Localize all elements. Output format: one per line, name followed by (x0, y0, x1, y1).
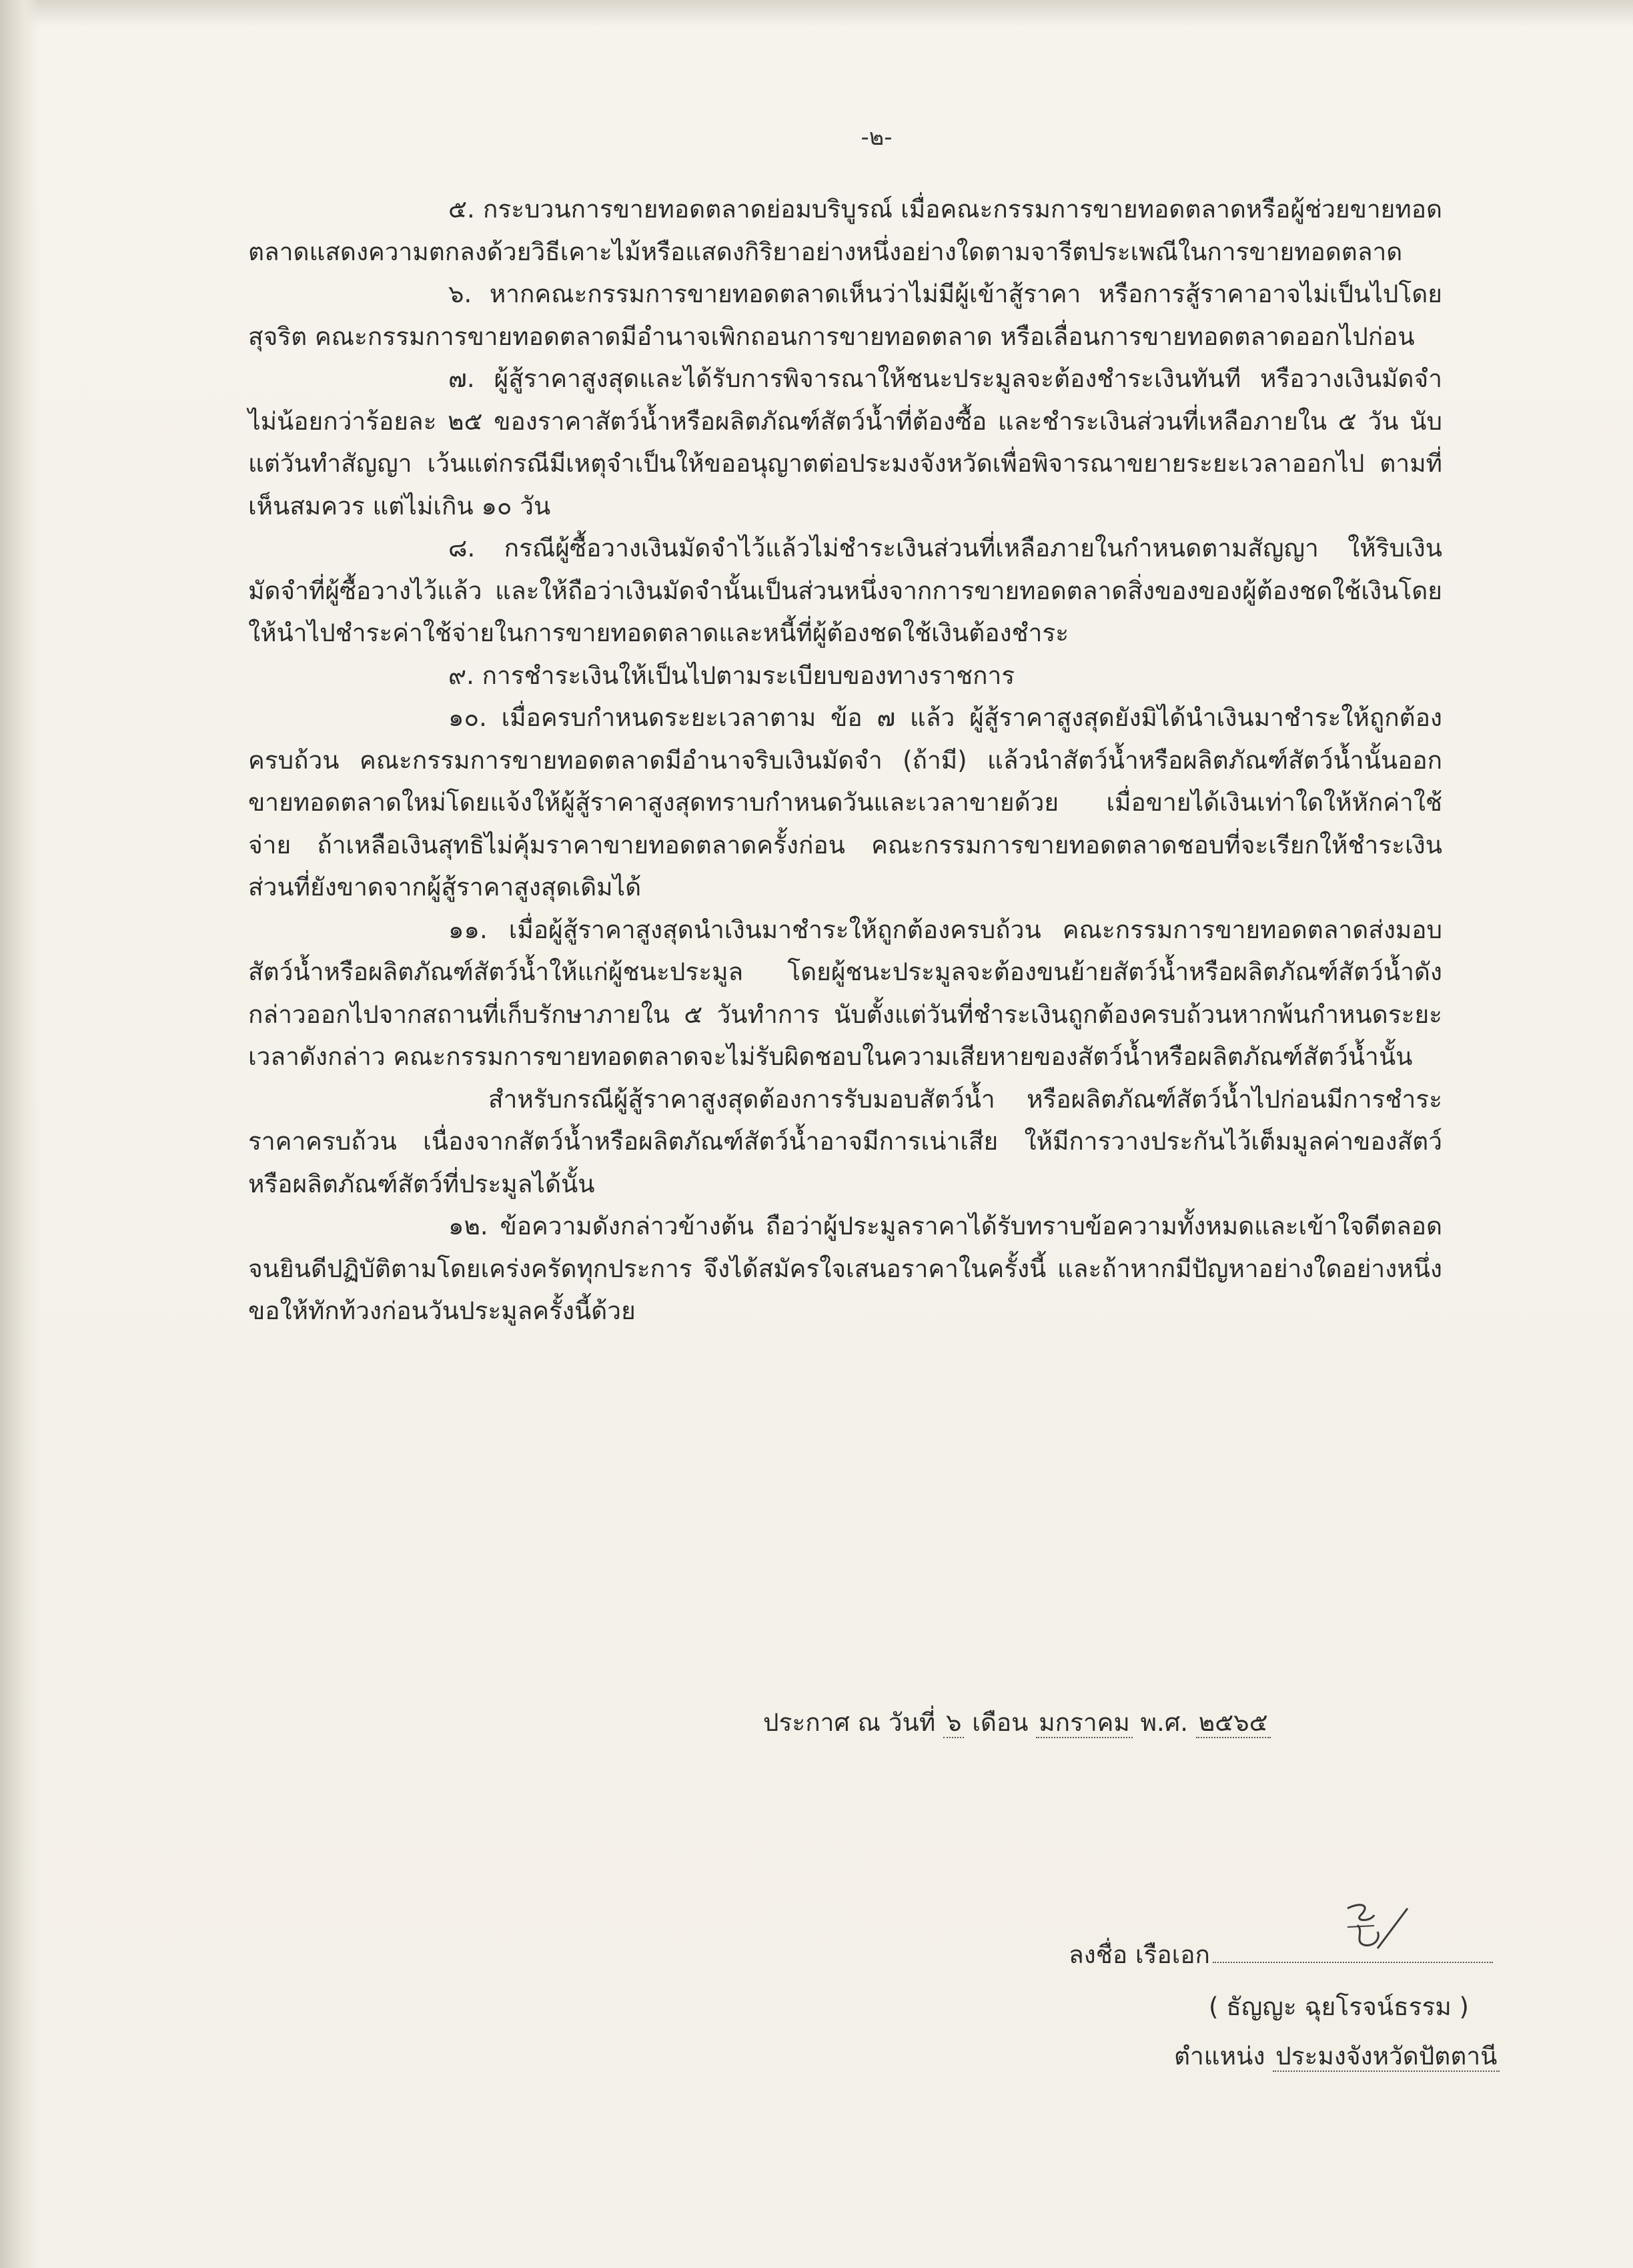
position-label: ตำแหน่ง (1174, 2042, 1265, 2070)
paragraph-clause-5: ๕. กระบวนการขายทอดตลาดย่อมบริบูรณ์ เมื่อคณะกรรมการขายทอดตลาดหรือผู้ช่วยขายทอดตลาดแสดงความตกลงด้วยวิธีเคาะไม้หรือแสดงกิริยาอย่างหนึ่งอย่างใดตามจารีตประเพณีในการขายทอดตลาด (248, 195, 1442, 266)
paragraph-clause-11-note: สำหรับกรณีผู้สู้ราคาสูงสุดต้องการรับมอบสัตว์น้ำ หรือผลิตภัณฑ์สัตว์น้ำไปก่อนมีการชำระราคาครบถ้วน เนื่องจากสัตว์น้ำหรือผลิตภัณฑ์สัตว์น้ำอาจมีการเน่าเสีย ให้มีการวางประกันไว้เต็มมูลค่าของสัตว์หรือผลิตภัณฑ์สัตว์ที่ประมูลได้นั้น (248, 1084, 1442, 1198)
paragraph-clause-11: ๑๑. เมื่อผู้สู้ราคาสูงสุดนำเงินมาชำระให้ถูกต้องครบถ้วน คณะกรรมการขายทอดตลาดส่งมอบสัตว์น้ำหรือผลิตภัณฑ์สัตว์น้ำให้แก่ผู้ชนะประมูล โดยผู้ชนะประมูลจะต้องขนย้ายสัตว์น้ำหรือผลิตภัณฑ์สัตว์น้ำดังกล่าวออกไปจากสถานที่เก็บรักษาภายใน ๕ วันทำการ นับตั้งแต่วันที่ชำระเงินถูกต้องครบถ้วนหากพ้นกำหนดระยะเวลาดังกล่าว คณะกรรมการขายทอดตลาดจะไม่รับผิดชอบในความเสียหายของสัตว์น้ำหรือผลิตภัณฑ์สัตว์น้ำนั้น (248, 915, 1442, 1071)
paragraph-clause-7: ๗. ผู้สู้ราคาสูงสุดและได้รับการพิจารณาให้ชนะประมูลจะต้องชำระเงินทันที หรือวางเงินมัดจำไม่น้อยกว่าร้อยละ ๒๕ ของราคาสัตว์น้ำหรือผลิตภัณฑ์สัตว์น้ำที่ต้องซื้อ และชำระเงินส่วนที่เหลือภายใน ๕ วัน นับแต่วันทำสัญญา เว้นแต่กรณีมีเหตุจำเป็นให้ขออนุญาตต่อประมงจังหวัดเพื่อพิจารณาขยายระยะเวลาออกไป ตามที่เห็นสมควร แต่ไม่เกิน ๑๐ วัน (248, 364, 1442, 520)
announcement-day: ๖ (943, 1708, 965, 1738)
paragraph-clause-6: ๖. หากคณะกรรมการขายทอดตลาดเห็นว่าไม่มีผู้เข้าสู้ราคา หรือการสู้ราคาอาจไม่เป็นไปโดยสุจริต คณะกรรมการขายทอดตลาดมีอำนาจเพิกถอนการขายทอดตลาด หรือเลื่อนการขายทอดตลาดออกไปก่อน (248, 280, 1442, 351)
sign-line (1069, 1935, 1493, 1974)
announcement-month: มกราคม (1036, 1708, 1133, 1738)
announcement-prefix: ประกาศ ณ วันที่ (763, 1708, 936, 1737)
paragraph-clause-12: ๑๒. ข้อความดังกล่าวข้างต้น ถือว่าผู้ประมูลราคาได้รับทราบข้อความทั้งหมดและเข้าใจดีตลอดจนยินดีปฏิบัติตามโดยเคร่งครัดทุกประการ จึงได้สมัครใจเสนอราคาในครั้งนี้ และถ้าหากมีปัญหาอย่างใดอย่างหนึ่งขอให้ทักท้วงก่อนวันประมูลครั้งนี้ด้วย (248, 1212, 1442, 1325)
announcement-month-label: เดือน (972, 1708, 1029, 1737)
sign-label: ลงชื่อ เรือเอก (1069, 1940, 1210, 1969)
signer-position-line (1174, 2036, 1500, 2076)
page-number: -๒- (861, 124, 893, 151)
position-value: ประมงจังหวัดปัตตานี (1273, 2042, 1500, 2072)
signer-name: ( ธัญญะ ฉุยโรจน์ธรรม ) (1209, 1992, 1469, 2021)
document-body (248, 188, 1442, 1333)
scan-top-shadow (0, 0, 1633, 27)
announcement-date-line (763, 1703, 1430, 1743)
paragraph-clause-10: ๑๐. เมื่อครบกำหนดระยะเวลาตาม ข้อ ๗ แล้ว ผู้สู้ราคาสูงสุดยังมิได้นำเงินมาชำระให้ถูกต้องครบถ้วน คณะกรรมการขายทอดตลาดมีอำนาจริบเงินมัดจำ (ถ้ามี) แล้วนำสัตว์น้ำหรือผลิตภัณฑ์สัตว์น้ำนั้นออกขายทอดตลาดใหม่โดยแจ้งให้ผู้สู้ราคาสูงสุดทราบกำหนดวันและเวลาขายด้วย เมื่อขายได้เงินเท่าใดให้หักค่าใช้จ่าย ถ้าเหลือเงินสุทธิไม่คุ้มราคาขายทอดตลาดครั้งก่อน คณะกรรมการขายทอดตลาดชอบที่จะเรียกให้ชำระเงินส่วนที่ยังขาดจากผู้สู้ราคาสูงสุดเดิมได้ (248, 703, 1442, 901)
scan-left-shadow (0, 0, 40, 2268)
announcement-year: ๒๕๖๕ (1196, 1708, 1271, 1738)
sign-dotted-line (1213, 1962, 1493, 1963)
paragraph-clause-8: ๘. กรณีผู้ซื้อวางเงินมัดจำไว้แล้วไม่ชำระเงินส่วนที่เหลือภายในกำหนดตามสัญญา ให้ริบเงินมัดจำที่ผู้ซื้อวางไว้แล้ว และให้ถือว่าเงินมัดจำนั้นเป็นส่วนหนึ่งจากการขายทอดตลาดสิ่งของของผู้ต้องชดใช้เงินโดยให้นำไปชำระค่าใช้จ่ายในการขายทอดตลาดและหนี้ที่ผู้ต้องชดใช้เงินต้องชำระ (248, 534, 1442, 647)
paragraph-clause-9: ๙. การชำระเงินให้เป็นไปตามระเบียบของทางราชการ (448, 661, 1015, 690)
announcement-year-label: พ.ศ. (1140, 1708, 1188, 1737)
